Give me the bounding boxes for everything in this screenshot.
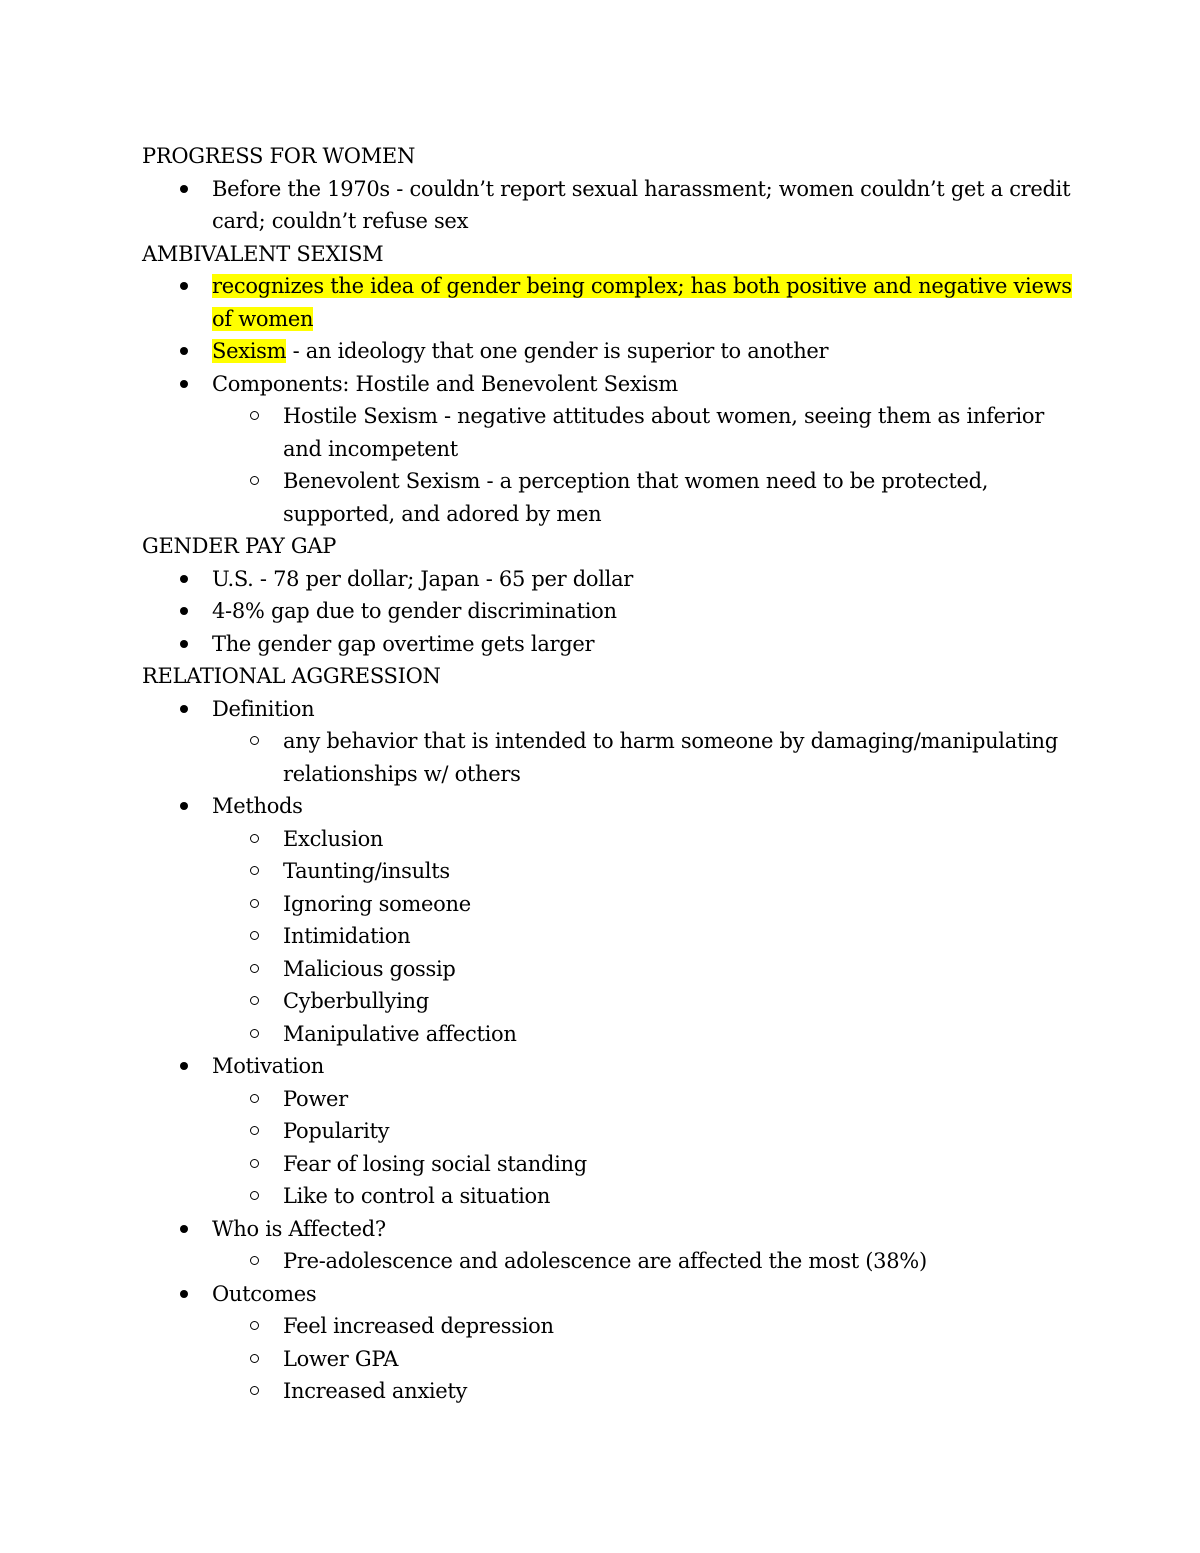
bullet-item bbox=[142, 628, 1072, 661]
filled-bullet-icon bbox=[180, 347, 188, 355]
section-relational-aggression bbox=[142, 660, 1072, 1408]
section-heading: PROGRESS FOR WOMEN bbox=[142, 144, 416, 168]
filled-bullet-icon bbox=[180, 1290, 188, 1298]
filled-bullet-icon bbox=[180, 282, 188, 290]
hollow-bullet-icon bbox=[250, 1321, 259, 1330]
bullet-text: Motivation bbox=[212, 1054, 325, 1078]
hollow-bullet-icon bbox=[250, 964, 259, 973]
sub-bullet-item bbox=[142, 1245, 1072, 1278]
bullet-item bbox=[142, 595, 1072, 628]
bullet-list bbox=[142, 270, 1072, 530]
sub-bullet-item bbox=[142, 1180, 1072, 1213]
filled-bullet-icon bbox=[180, 575, 188, 583]
hollow-bullet-icon bbox=[250, 1191, 259, 1200]
highlighted-text: recognizes the idea of gender being complex; has both positive and negative views of women bbox=[212, 274, 1072, 331]
filled-bullet-icon bbox=[180, 607, 188, 615]
sub-bullet-text: Hostile Sexism - negative attitudes about women, seeing them as inferior and incompetent bbox=[283, 404, 1044, 461]
filled-bullet-icon bbox=[180, 640, 188, 648]
sub-bullet-text: Exclusion bbox=[283, 826, 384, 851]
bullet-item bbox=[142, 790, 1072, 823]
sub-bullet-item bbox=[142, 1310, 1072, 1343]
section-heading: AMBIVALENT SEXISM bbox=[142, 241, 384, 266]
hollow-bullet-icon bbox=[250, 834, 259, 843]
bullet-item bbox=[142, 173, 1072, 238]
bullet-item bbox=[142, 1213, 1072, 1246]
bullet-text: Methods bbox=[212, 794, 303, 818]
hollow-bullet-icon bbox=[250, 476, 259, 485]
filled-bullet-icon bbox=[180, 705, 188, 713]
hollow-bullet-icon bbox=[250, 996, 259, 1005]
hollow-bullet-icon bbox=[250, 1094, 259, 1103]
sub-bullet-text: any behavior that is intended to harm someone by damaging/manipulating relationships w/ others bbox=[283, 729, 1058, 786]
bullet-text: Definition bbox=[212, 696, 315, 721]
sub-bullet-text: Fear of losing social standing bbox=[283, 1151, 587, 1176]
filled-bullet-icon bbox=[180, 802, 188, 810]
sub-bullet-text: Benevolent Sexism - a perception that women need to be protected, supported, and adored by men bbox=[283, 469, 989, 526]
bullet-item bbox=[142, 1050, 1072, 1083]
filled-bullet-icon bbox=[180, 185, 188, 193]
section-heading: GENDER PAY GAP bbox=[142, 534, 337, 558]
sub-bullet-item bbox=[142, 953, 1072, 986]
sub-bullet-text: Feel increased depression bbox=[283, 1314, 554, 1338]
sub-bullet-item bbox=[142, 1115, 1072, 1148]
sub-bullet-text: Pre-adolescence and adolescence are affected the most (38%) bbox=[283, 1249, 927, 1273]
sub-bullet-item bbox=[142, 823, 1072, 856]
bullet-text: The gender gap overtime gets larger bbox=[212, 631, 595, 656]
document-page bbox=[142, 140, 1072, 1408]
hollow-bullet-icon bbox=[250, 1386, 259, 1395]
bullet-item bbox=[142, 1278, 1072, 1311]
bullet-item bbox=[142, 693, 1072, 726]
section-progress-for-women bbox=[142, 140, 1072, 238]
filled-bullet-icon bbox=[180, 380, 188, 388]
section-heading: RELATIONAL AGGRESSION bbox=[142, 664, 441, 688]
sub-bullet-item bbox=[142, 985, 1072, 1018]
sub-bullet-item bbox=[142, 855, 1072, 888]
section-ambivalent-sexism bbox=[142, 238, 1072, 531]
bullet-text: Who is Affected? bbox=[212, 1216, 386, 1241]
bullet-text: 4-8% gap due to gender discrimination bbox=[212, 599, 617, 623]
sub-bullet-text: Increased anxiety bbox=[283, 1379, 468, 1403]
bullet-list bbox=[142, 693, 1072, 1408]
hollow-bullet-icon bbox=[250, 736, 259, 745]
hollow-bullet-icon bbox=[250, 411, 259, 420]
sub-bullet-item bbox=[142, 1343, 1072, 1376]
bullet-item bbox=[142, 563, 1072, 596]
sub-bullet-item bbox=[142, 465, 1072, 530]
hollow-bullet-icon bbox=[250, 1256, 259, 1265]
bullet-item bbox=[142, 270, 1072, 335]
hollow-bullet-icon bbox=[250, 1354, 259, 1363]
sub-bullet-text: Malicious gossip bbox=[283, 956, 456, 981]
sub-bullet-text: Taunting/insults bbox=[283, 859, 450, 883]
hollow-bullet-icon bbox=[250, 866, 259, 875]
bullet-item bbox=[142, 368, 1072, 401]
highlighted-term: Sexism bbox=[212, 339, 287, 363]
section-gender-pay-gap bbox=[142, 530, 1072, 660]
sub-bullet-text: Cyberbullying bbox=[283, 989, 429, 1013]
sub-bullet-text: Ignoring someone bbox=[283, 891, 471, 916]
hollow-bullet-icon bbox=[250, 931, 259, 940]
filled-bullet-icon bbox=[180, 1225, 188, 1233]
sub-bullet-text: Like to control a situation bbox=[283, 1184, 551, 1208]
bullet-text: Components: Hostile and Benevolent Sexism bbox=[212, 371, 678, 396]
sub-bullet-text: Lower GPA bbox=[283, 1346, 399, 1371]
hollow-bullet-icon bbox=[250, 899, 259, 908]
bullet-list bbox=[142, 173, 1072, 238]
bullet-list bbox=[142, 563, 1072, 661]
sub-bullet-item bbox=[142, 888, 1072, 921]
bullet-text: - an ideology that one gender is superior to another bbox=[286, 339, 829, 363]
sub-bullet-item bbox=[142, 1375, 1072, 1408]
bullet-text: Before the 1970s - couldn’t report sexual harassment; women couldn’t get a credit card; couldn’t refuse sex bbox=[212, 176, 1071, 233]
sub-bullet-item bbox=[142, 1083, 1072, 1116]
sub-bullet-item bbox=[142, 725, 1072, 790]
hollow-bullet-icon bbox=[250, 1029, 259, 1038]
filled-bullet-icon bbox=[180, 1062, 188, 1070]
sub-bullet-item bbox=[142, 920, 1072, 953]
sub-bullet-item bbox=[142, 1018, 1072, 1051]
sub-bullet-text: Power bbox=[283, 1086, 348, 1111]
hollow-bullet-icon bbox=[250, 1126, 259, 1135]
bullet-text: U.S. - 78 per dollar; Japan - 65 per dollar bbox=[212, 566, 634, 591]
sub-bullet-text: Manipulative affection bbox=[283, 1021, 517, 1046]
bullet-text: Outcomes bbox=[212, 1281, 317, 1306]
hollow-bullet-icon bbox=[250, 1159, 259, 1168]
bullet-item bbox=[142, 335, 1072, 368]
sub-bullet-text: Intimidation bbox=[283, 924, 411, 948]
sub-bullet-text: Popularity bbox=[283, 1119, 390, 1143]
sub-bullet-item bbox=[142, 400, 1072, 465]
sub-bullet-item bbox=[142, 1148, 1072, 1181]
